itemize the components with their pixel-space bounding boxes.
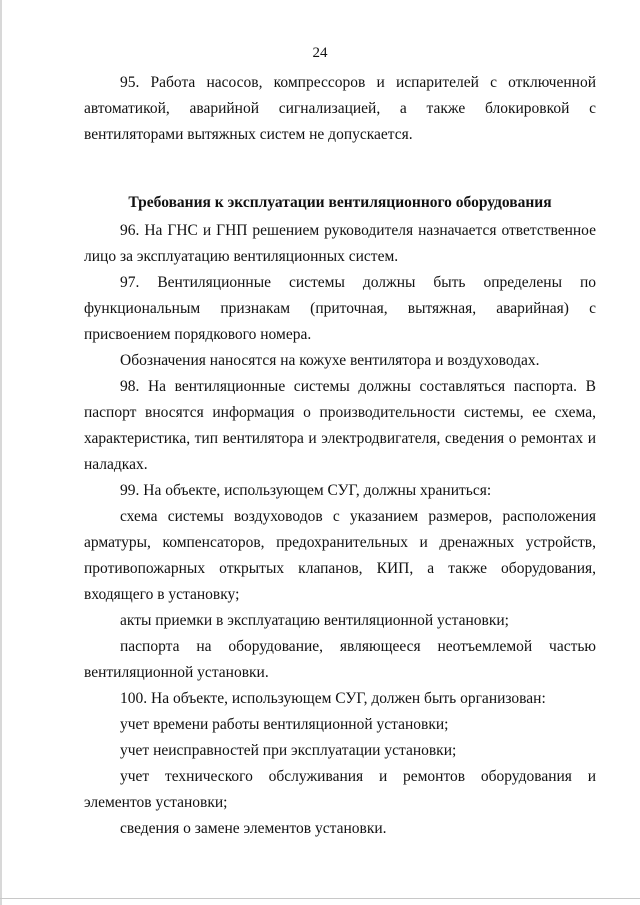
list-item-maintenance: учет технического обслуживания и ремонтов оборудования и элементов установки; [84,768,596,811]
page-number: 24 [312,45,328,61]
list-item-acceptance-acts: акты приемки в эксплуатацию вентиляционной установки; [120,612,509,629]
paragraph-98: 98. На вентиляционные системы должны составляться паспорта. В паспорт вносятся информация о производительности системы, ее схема, характеристика, тип вентилятора и электродвигателя, сведения о ремонтах и наладках. [84,378,596,473]
paragraph-96: 96. На ГНС и ГНП решением руководителя назначается ответственное лицо за эксплуатацию вентиляционных систем. [84,222,596,265]
paragraph-95: 95. Работа насосов, компрессоров и испарителей с отключенной автоматикой, аварийной сигнализацией, а также блокировкой с вентиляторами вытяжных систем не допускается. [84,74,596,143]
list-item-operating-time: учет времени работы вентиляционной установки; [120,716,449,733]
list-item-replacements: сведения о замене элементов установки. [120,820,387,837]
document-body [84,70,596,842]
paragraph-100: 100. На объекте, использующем СУГ, должен быть организован: [120,690,546,707]
list-item-equipment-passports: паспорта на оборудование, являющееся неотъемлемой частью вентиляционной установки. [84,638,596,681]
list-item-duct-scheme: схема системы воздуховодов с указанием размеров, расположения арматуры, компенсаторов, предохранительных и дренажных устройств, противопожарных открытых клапанов, КИП, а также оборудования, входящего в установку; [84,508,596,603]
paragraph-97-designations: Обозначения наносятся на кожухе вентилятора и воздуховодах. [120,352,540,369]
scan-left-edge [0,0,2,905]
scan-bottom-edge [0,898,640,899]
section-heading: Требования к эксплуатации вентиляционного оборудования [128,194,552,211]
paragraph-99: 99. На объекте, использующем СУГ, должны храниться: [120,482,492,499]
list-item-faults: учет неисправностей при эксплуатации установки; [120,742,457,759]
paragraph-97: 97. Вентиляционные системы должны быть определены по функциональным признакам (приточная, вытяжная, аварийная) с присвоением порядкового номера. [84,274,596,343]
